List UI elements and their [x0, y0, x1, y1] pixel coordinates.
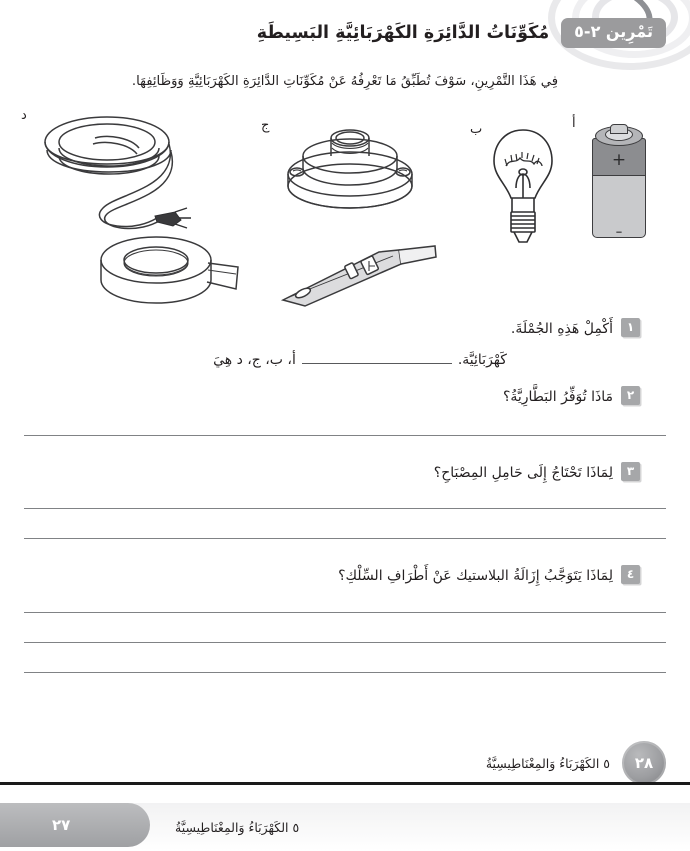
battery-minus-sign: ـ	[616, 218, 622, 238]
footer-chapter-text: ٥ الكَهْرَبَاءُ وَالمِغْنَاطِيسِيَّةُ	[485, 755, 610, 771]
question-block-4	[24, 565, 666, 672]
tape-roll-illustration	[90, 232, 250, 307]
answer-lines-3	[24, 508, 666, 539]
illustration-group	[0, 104, 690, 314]
answer-line[interactable]	[24, 538, 666, 539]
question-row-2	[24, 386, 666, 408]
next-page-strip	[0, 782, 690, 851]
wire-svg	[35, 114, 255, 239]
question-number-1: ١	[621, 318, 640, 337]
question-block-3	[24, 462, 666, 539]
wire-coil-illustration	[21, 108, 255, 234]
bulb-svg	[486, 126, 560, 246]
next-page-chapter-text: ٥ الكَهْرَبَاءُ وَالمِغْنَاطِيسِيَّةُ	[175, 820, 300, 835]
answer-lines-2	[24, 435, 666, 436]
battery-illustration	[572, 116, 648, 240]
question-text-3: لِمَاذَا تَحْتَاجُ إِلَى حَامِلِ المِصْبَاحِ؟	[433, 464, 613, 481]
answer-line[interactable]	[24, 642, 666, 643]
lamp-holder-illustration	[261, 116, 425, 216]
battery-label: أ	[572, 116, 576, 131]
answer-line[interactable]	[24, 612, 666, 613]
fill-suffix: أ، ب، ج، د هِيَ	[213, 352, 296, 369]
fill-in-sentence	[24, 349, 666, 368]
battery-plus-sign: +	[611, 150, 627, 170]
answer-lines-4	[24, 612, 666, 673]
light-bulb-illustration	[470, 122, 560, 246]
question-text-4: لِمَاذَا يَتَوَجَّبُ إِزَالَةُ البلاستيك عَنْ أَطْرَافِ السِّلْكِ؟	[338, 568, 613, 585]
craft-knife-illustration	[280, 244, 440, 306]
question-row-1	[24, 318, 666, 340]
page-title: مُكَوِّنَاتُ الدَّائِرَةِ الكَهْرَبَائِيَّةِ البَسِيطَةِ	[256, 22, 550, 43]
intro-paragraph: فِي هَذَا التَّمْرِينِ، سَوْفَ تُطَبِّقُ مَا تَعْرِفُهُ عَنْ مُكَوِّنَاتِ الدَّائِرَةِ الكَهْرَبَائِيَّةِ وَوَظَائِفِهَا.	[131, 74, 559, 89]
question-number-4: ٤	[621, 565, 640, 584]
question-row-3	[24, 462, 666, 484]
page-header	[24, 18, 666, 48]
bulb-label: ب	[470, 122, 483, 137]
holder-label: ج	[261, 118, 270, 133]
page-footer	[24, 741, 666, 785]
wire-label: د	[21, 108, 27, 123]
questions-section	[24, 318, 666, 673]
battery-terminal-nub	[610, 124, 628, 134]
answer-line[interactable]	[24, 435, 666, 436]
page-number-badge: ٢٨	[622, 741, 666, 785]
fill-blank-input[interactable]	[302, 349, 452, 364]
question-number-3: ٣	[621, 462, 640, 481]
question-row-4	[24, 565, 666, 587]
question-text-2: مَاذَا تُوَفِّرُ البَطَّارِيَّةُ؟	[502, 389, 613, 406]
next-page-number: ٢٧	[52, 816, 71, 834]
answer-line[interactable]	[24, 508, 666, 509]
question-text-1: أَكْمِلْ هَذِهِ الجُمْلَةَ.	[510, 321, 613, 337]
next-page-tab	[0, 803, 150, 847]
knife-svg	[275, 244, 440, 310]
question-number-2: ٢	[621, 386, 640, 405]
tape-svg	[90, 232, 250, 310]
question-block-1	[24, 318, 666, 368]
fill-prefix: كَهْرَبَائِيَّة.	[457, 352, 507, 369]
question-block-2	[24, 386, 666, 435]
exercise-badge: تَمْرِين ٢-٥	[561, 18, 666, 48]
answer-line[interactable]	[24, 672, 666, 673]
holder-svg	[275, 116, 425, 216]
